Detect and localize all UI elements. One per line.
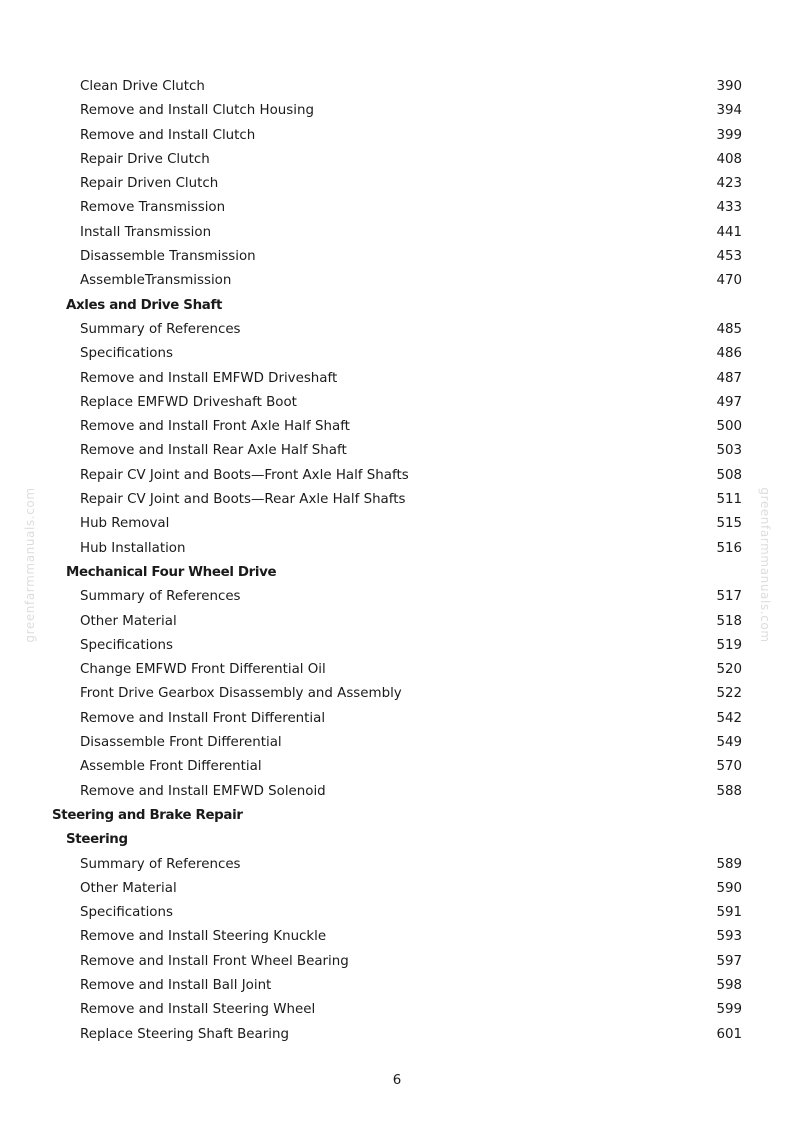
- toc-entry-title: Other Material: [80, 613, 177, 629]
- toc-entry-title: Remove and Install Front Wheel Bearing: [80, 953, 349, 969]
- toc-entry-title: Replace EMFWD Driveshaft Boot: [80, 394, 297, 410]
- toc-entry[interactable]: [0, 853, 794, 877]
- toc-entry-title: Summary of References: [80, 321, 241, 337]
- toc-entry-title: Remove and Install Front Axle Half Shaft: [80, 419, 350, 435]
- toc-entry-title: Remove and Install EMFWD Solenoid: [80, 783, 326, 799]
- toc-entry-title: Assemble Front Differential: [80, 759, 262, 775]
- toc-subsection-heading[interactable]: [0, 828, 794, 852]
- toc-entry[interactable]: [0, 707, 794, 731]
- toc-entry-page-number: 518: [716, 613, 742, 629]
- toc-entry-page-number: 497: [716, 394, 742, 410]
- toc-section-heading[interactable]: [0, 804, 794, 828]
- toc-entry-page-number: 394: [716, 103, 742, 119]
- toc-entry-page-number: 517: [716, 589, 742, 605]
- toc-entry-page-number: 597: [716, 953, 742, 969]
- toc-entry-title: Steering: [66, 832, 128, 848]
- toc-entry[interactable]: [0, 172, 794, 196]
- toc-entry[interactable]: [0, 658, 794, 682]
- toc-entry-page-number: 433: [716, 200, 742, 216]
- toc-entry[interactable]: [0, 901, 794, 925]
- toc-entry-title: Remove and Install Ball Joint: [80, 977, 272, 993]
- toc-entry-title: Remove and Install Clutch Housing: [80, 103, 314, 119]
- toc-entry[interactable]: [0, 925, 794, 949]
- toc-entry[interactable]: [0, 780, 794, 804]
- toc-entry[interactable]: [0, 877, 794, 901]
- toc-entry[interactable]: [0, 415, 794, 439]
- toc-entry-page-number: 519: [716, 637, 742, 653]
- toc-entry[interactable]: [0, 245, 794, 269]
- toc-entry-page-number: 423: [716, 176, 742, 192]
- toc-entry-title: Specifications: [80, 637, 173, 653]
- toc-entry-page-number: 593: [716, 929, 742, 945]
- toc-entry[interactable]: [0, 269, 794, 293]
- toc-entry-page-number: 390: [716, 79, 742, 94]
- toc-entry-title: Repair Drive Clutch: [80, 151, 210, 167]
- toc-entry[interactable]: [0, 99, 794, 123]
- toc-entry-title: Remove Transmission: [80, 200, 226, 216]
- watermark-text: greenfarmmanuals.com: [23, 487, 37, 643]
- toc-entry[interactable]: [0, 974, 794, 998]
- toc-entry-title: Remove and Install Front Differential: [80, 710, 326, 726]
- toc-entry-title: Steering and Brake Repair: [52, 807, 243, 823]
- toc-entry-title: Replace Steering Shaft Bearing: [80, 1026, 289, 1042]
- toc-entry-title: Hub Removal: [80, 516, 170, 532]
- toc-entry[interactable]: [0, 464, 794, 488]
- toc-entry[interactable]: [0, 610, 794, 634]
- toc-entry-page-number: 590: [716, 880, 742, 896]
- toc-entry-page-number: 441: [716, 224, 742, 240]
- toc-entry[interactable]: [0, 1023, 794, 1047]
- page-number: 6: [392, 1073, 402, 1088]
- toc-entry-title: Specifications: [80, 905, 173, 921]
- toc-entry[interactable]: [0, 755, 794, 779]
- toc-subsection-heading[interactable]: [0, 294, 794, 318]
- toc-entry[interactable]: [0, 439, 794, 463]
- toc-entry-page-number: 589: [716, 856, 742, 872]
- toc-entry-page-number: 399: [716, 127, 742, 143]
- toc-entry-page-number: 470: [716, 273, 742, 289]
- toc-entry-title: Front Drive Gearbox Disassembly and Assembly: [80, 686, 402, 702]
- toc-entry[interactable]: [0, 318, 794, 342]
- toc-entry-title: Remove and Install Steering Knuckle: [80, 929, 327, 945]
- toc-entry-page-number: 487: [716, 370, 742, 386]
- toc-entry-page-number: 408: [716, 151, 742, 167]
- toc-entry-title: Change EMFWD Front Differential Oil: [80, 662, 326, 678]
- toc-entry[interactable]: [0, 998, 794, 1022]
- toc-entry-page-number: 508: [716, 467, 742, 483]
- toc-entry[interactable]: [0, 75, 794, 99]
- toc-entry[interactable]: [0, 196, 794, 220]
- toc-entry-page-number: 500: [716, 419, 742, 435]
- toc-entry[interactable]: [0, 367, 794, 391]
- toc-entry[interactable]: [0, 682, 794, 706]
- toc-entry-title: Mechanical Four Wheel Drive: [66, 564, 277, 580]
- toc-entry-title: Remove and Install Steering Wheel: [80, 1002, 316, 1018]
- toc-entry[interactable]: [0, 342, 794, 366]
- toc-entry[interactable]: [0, 585, 794, 609]
- toc-entry-page-number: 453: [716, 249, 742, 265]
- toc-entry[interactable]: [0, 634, 794, 658]
- toc-entry-page-number: 599: [716, 1002, 742, 1018]
- toc-entry-title: AssembleTransmission: [80, 273, 232, 289]
- table-of-contents: [0, 75, 794, 1047]
- toc-subsection-heading[interactable]: [0, 561, 794, 585]
- toc-entry-page-number: 520: [716, 662, 742, 678]
- toc-entry-title: Remove and Install Rear Axle Half Shaft: [80, 443, 347, 459]
- toc-entry-title: Install Transmission: [80, 224, 212, 240]
- toc-entry-page-number: 516: [716, 540, 742, 556]
- toc-entry-title: Disassemble Transmission: [80, 249, 256, 265]
- toc-entry-title: Specifications: [80, 346, 173, 362]
- toc-entry-page-number: 511: [716, 492, 742, 508]
- toc-entry-page-number: 515: [716, 516, 742, 532]
- toc-entry[interactable]: [0, 221, 794, 245]
- toc-entry-title: Clean Drive Clutch: [80, 79, 205, 94]
- toc-entry[interactable]: [0, 512, 794, 536]
- toc-entry-title: Repair CV Joint and Boots—Front Axle Half Shafts: [80, 467, 409, 483]
- toc-entry-title: Repair CV Joint and Boots—Rear Axle Half Shafts: [80, 492, 406, 508]
- toc-entry-page-number: 591: [716, 905, 742, 921]
- toc-entry-title: Repair Driven Clutch: [80, 176, 219, 192]
- toc-entry-page-number: 601: [716, 1026, 742, 1042]
- toc-entry-title: Other Material: [80, 880, 177, 896]
- toc-entry-page-number: 588: [716, 783, 742, 799]
- watermark-text: greenfarmmanuals.com: [758, 487, 772, 643]
- toc-entry[interactable]: [0, 731, 794, 755]
- toc-entry-page-number: 549: [716, 735, 742, 751]
- toc-entry[interactable]: [0, 537, 794, 561]
- toc-entry-page-number: 503: [716, 443, 742, 459]
- toc-entry-title: Summary of References: [80, 856, 241, 872]
- toc-entry-page-number: 486: [716, 346, 742, 362]
- toc-entry-title: Disassemble Front Differential: [80, 735, 282, 751]
- toc-entry-page-number: 570: [716, 759, 742, 775]
- toc-entry[interactable]: [0, 124, 794, 148]
- toc-entry[interactable]: [0, 950, 794, 974]
- toc-entry-title: Axles and Drive Shaft: [66, 297, 222, 313]
- toc-entry-title: Remove and Install Clutch: [80, 127, 256, 143]
- toc-entry[interactable]: [0, 488, 794, 512]
- toc-entry[interactable]: [0, 148, 794, 172]
- toc-entry-title: Summary of References: [80, 589, 241, 605]
- toc-entry-page-number: 542: [716, 710, 742, 726]
- toc-entry-page-number: 485: [716, 321, 742, 337]
- toc-entry[interactable]: [0, 391, 794, 415]
- toc-entry-title: Remove and Install EMFWD Driveshaft: [80, 370, 338, 386]
- toc-entry-page-number: 598: [716, 977, 742, 993]
- toc-entry-page-number: 522: [716, 686, 742, 702]
- toc-entry-title: Hub Installation: [80, 540, 186, 556]
